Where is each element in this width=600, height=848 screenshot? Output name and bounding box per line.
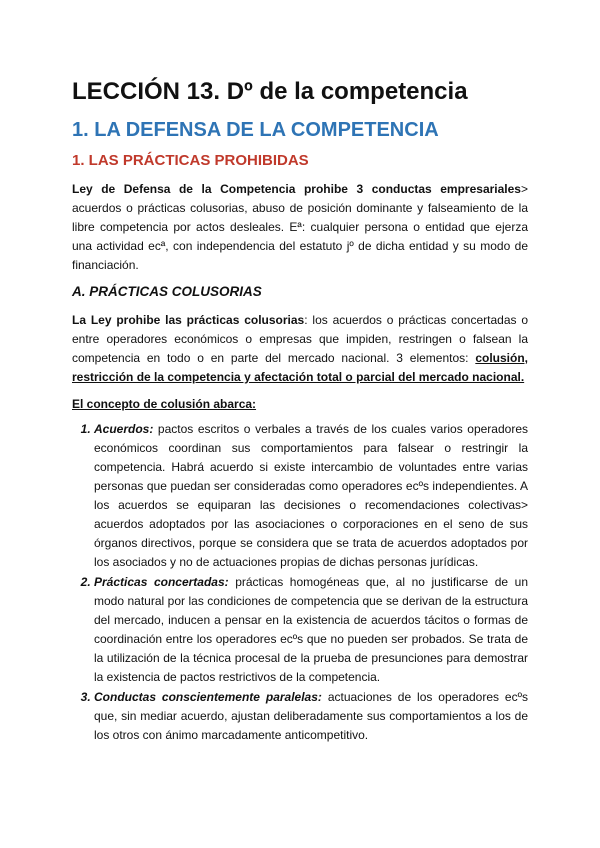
list-item-term: Conductas conscientemente paralelas: [94, 690, 322, 704]
intro-paragraph [72, 180, 528, 275]
list-item-text: pactos escritos o verbales a través de los cuales varios operadores económicos coordinan sus comportamientos para falsear o restringir la competencia. Habrá acuerdo si existe intercambio de voluntades entre varias personas que puedan ser consideradas como operadores ecºs independientes. A los acuerdos se equiparan las decisiones o recomendaciones colectivas> acuerdos adoptados por las asociaciones o corporaciones en el seno de sus órganos directivos, porque se considera que se trata de acuerdos adoptados por los asociados y no de actuaciones propias de dichas personas jurídicas. [94, 422, 528, 569]
colusion-list [72, 420, 528, 745]
concept-heading [72, 395, 528, 414]
colusorias-middle: : los acuerdos o prácticas concertadas o entre operadores económicos o empresas que impiden, restringen o falsean la competencia en todo o en parte del mercado nacional. 3 elementos: [72, 313, 528, 365]
heading-practicas-colusorias: A. PRÁCTICAS COLUSORIAS [72, 284, 262, 299]
intro-rest: > acuerdos o prácticas colusorias, abuso de posición dominante y falseamiento de la libre competencia por actos desleales. Eª: cualquier persona o entidad que ejerza una actividad ecª, con independencia del estatuto jº de dicha entidad y su modo de financiación. [72, 182, 528, 272]
colusorias-lead: La Ley prohibe las prácticas colusorias [72, 313, 305, 327]
colusorias-elements: colusión, restricción de la competencia y afectación total o parcial del mercado nacional. [72, 351, 528, 384]
document-content [72, 76, 528, 746]
list-item [94, 420, 528, 572]
list-item-term: Acuerdos: [94, 422, 154, 436]
concept-heading-text: El concepto de colusión abarca: [72, 397, 257, 411]
list-item-term: Prácticas concertadas: [94, 575, 229, 589]
section-title: 1. LA DEFENSA DE LA COMPETENCIA [72, 119, 439, 141]
list-item-text: prácticas homogéneas que, al no justificarse de un modo natural por las condiciones de competencia que se derivan de la estructura del mercado, inducen a pensar en la existencia de acuerdos tácitos o formas de coordinación entre los operadores ecºs que no pueden ser probados. Se trata de la utilización de la técnica procesal de la prueba de presunciones para demostrar la existencia de pactos restrictivos de la competencia. [94, 575, 528, 684]
list-item-text: actuaciones de los operadores ecºs que, sin mediar acuerdo, ajustan deliberadamente sus comportamientos a los de los otros con ánimo marcadamente anticompetitivo. [94, 690, 528, 742]
subsection-title: 1. LAS PRÁCTICAS PROHIBIDAS [72, 152, 309, 169]
list-item [94, 573, 528, 687]
lesson-title: LECCIÓN 13. Dº de la competencia [72, 78, 468, 105]
colusorias-paragraph [72, 311, 528, 387]
intro-lead: Ley de Defensa de la Competencia prohibe 3 conductas empresariales [72, 182, 521, 196]
list-item [94, 688, 528, 745]
